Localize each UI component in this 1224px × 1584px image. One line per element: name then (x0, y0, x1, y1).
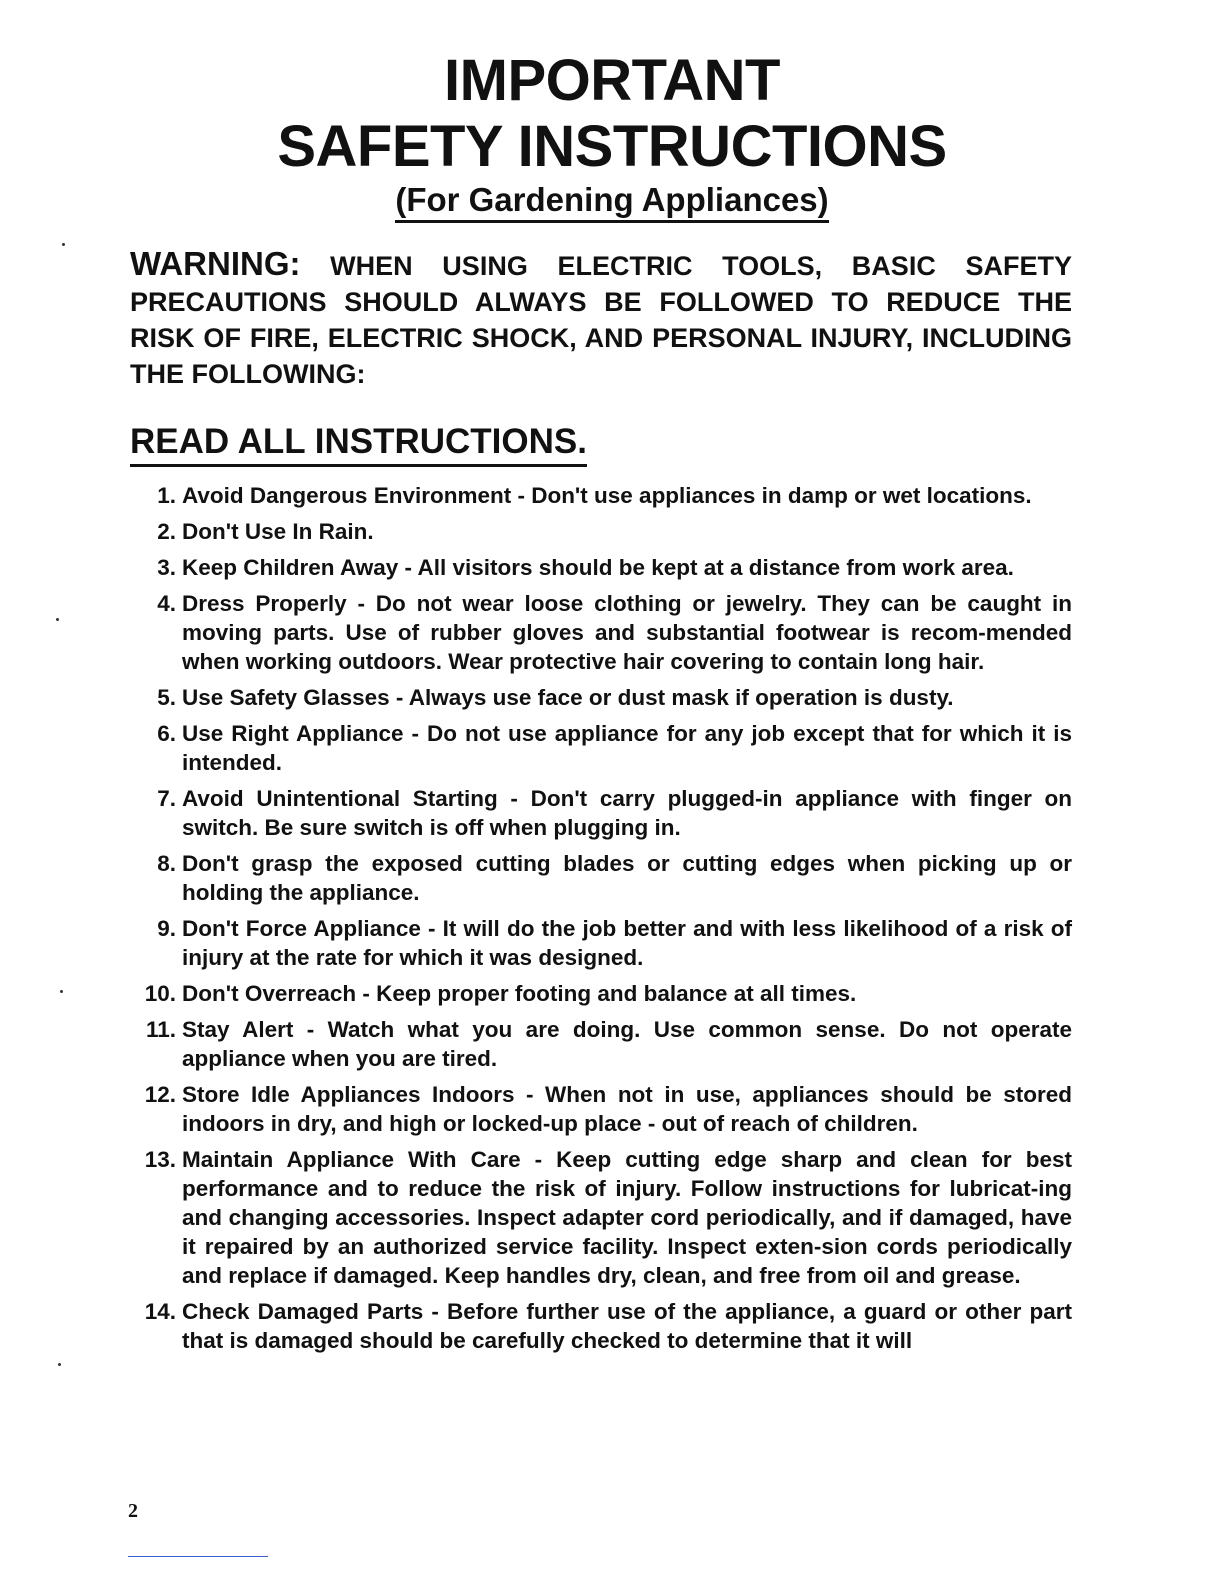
list-item (130, 849, 1072, 907)
list-item (130, 481, 1072, 510)
list-item (130, 553, 1072, 582)
title-safety-instructions: SAFETY INSTRUCTIONS (277, 114, 947, 179)
item-text: Avoid Unintentional Starting - Don't carry plugged-in appliance with finger on switch. Be sure switch is off when plugging in. (182, 786, 1072, 840)
item-text: Dress Properly - Do not wear loose clothing or jewelry. They can be caught in moving parts. Use of rubber gloves and substantial footwear is recom-mended when working outdoors. Wear protective hair covering to contain long hair. (182, 591, 1072, 674)
item-number: 2. (157, 519, 176, 544)
item-number: 5. (157, 685, 176, 710)
item-number: 13. (144, 1147, 176, 1172)
list-item (130, 1145, 1072, 1290)
item-text: Check Damaged Parts - Before further use of the appliance, a guard or other part that is damaged should be carefully checked to determine that it will (182, 1299, 1072, 1353)
list-item (130, 517, 1072, 546)
bottom-rule (128, 1556, 268, 1557)
item-number: 8. (157, 851, 176, 876)
list-item (130, 784, 1072, 842)
margin-dot (60, 990, 63, 993)
item-number: 6. (157, 721, 176, 746)
item-number: 11. (145, 1017, 176, 1042)
item-number: 7. (157, 786, 176, 811)
item-text: Don't Force Appliance - It will do the job better and with less likelihood of a risk of injury at the rate for which it was designed. (182, 916, 1072, 970)
item-number: 14. (144, 1299, 176, 1324)
list-item (130, 914, 1072, 972)
item-text: Don't grasp the exposed cutting blades or cutting edges when picking up or holding the appliance. (182, 851, 1072, 905)
item-number: 4. (157, 591, 176, 616)
list-item (130, 1015, 1072, 1073)
item-text: Don't Use In Rain. (182, 519, 374, 544)
margin-dot (62, 243, 65, 246)
item-text: Avoid Dangerous Environment - Don't use appliances in damp or wet locations. (182, 483, 1032, 508)
title-important: IMPORTANT (444, 48, 780, 113)
item-number: 1. (157, 483, 176, 508)
page-number: 2 (128, 1500, 138, 1522)
item-text: Keep Children Away - All visitors should be kept at a distance from work area. (182, 555, 1014, 580)
margin-dot (58, 1363, 61, 1366)
warning-text: WHEN USING ELECTRIC TOOLS, BASIC SAFETY PRECAUTIONS SHOULD ALWAYS BE FOLLOWED TO REDUCE THE RISK OF FIRE, ELECTRIC SHOCK, AND PERSONAL INJURY, INCLUDING THE FOLLOWING: (130, 251, 1072, 389)
item-number: 9. (157, 916, 176, 941)
list-item (130, 683, 1072, 712)
subtitle-gardening-appliances: (For Gardening Appliances) (395, 180, 828, 223)
item-text: Use Right Appliance - Do not use appliance for any job except that for which it is intended. (182, 721, 1072, 775)
item-text: Stay Alert - Watch what you are doing. Use common sense. Do not operate appliance when you are tired. (182, 1017, 1072, 1071)
list-item (130, 1297, 1072, 1355)
item-number: 12. (144, 1082, 176, 1107)
list-item (130, 589, 1072, 676)
title-block (0, 48, 1224, 223)
warning-label: WARNING: (130, 245, 301, 282)
list-item (130, 979, 1072, 1008)
list-item (130, 719, 1072, 777)
read-all-instructions-heading: READ ALL INSTRUCTIONS. (130, 420, 587, 467)
list-item (130, 1080, 1072, 1138)
item-text: Don't Overreach - Keep proper footing and balance at all times. (182, 981, 857, 1006)
item-text: Maintain Appliance With Care - Keep cutting edge sharp and clean for best performance and to reduce the risk of injury. Follow instructions for lubricat-ing and changing accessories. Inspect adapter cord periodically, and if damaged, have it repaired by an authorized service facility. Inspect exten-sion cords periodically and replace if damaged. Keep handles dry, clean, and free from oil and grease. (182, 1147, 1072, 1288)
instructions-list (130, 481, 1072, 1362)
item-text: Use Safety Glasses - Always use face or dust mask if operation is dusty. (182, 685, 954, 710)
item-number: 10. (144, 981, 176, 1006)
margin-dot (56, 618, 59, 621)
warning-paragraph (130, 246, 1072, 392)
item-text: Store Idle Appliances Indoors - When not in use, appliances should be stored indoors in dry, and high or locked-up place - out of reach of children. (182, 1082, 1072, 1136)
item-number: 3. (157, 555, 176, 580)
